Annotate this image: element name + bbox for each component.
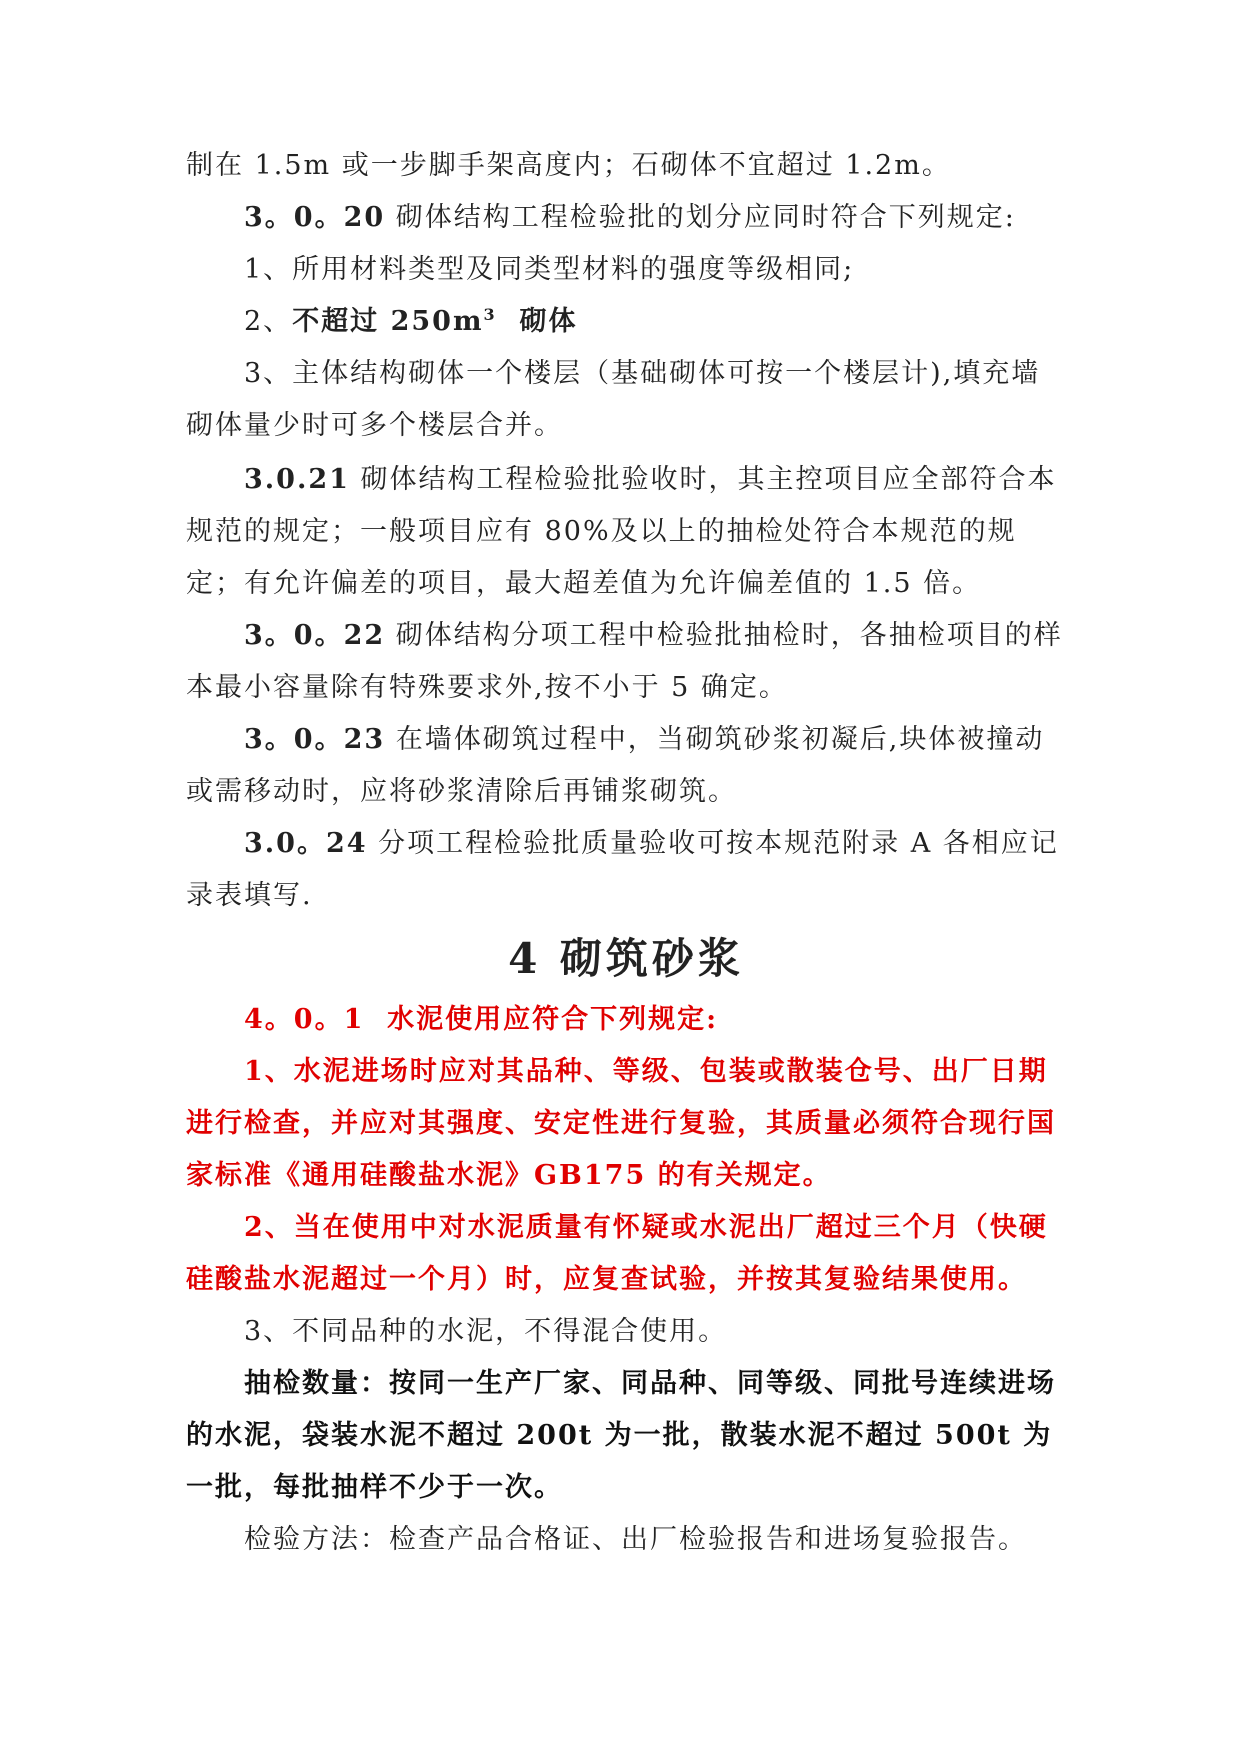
clause-text: 砌体结构工程检验批的划分应同时符合下列规定:	[385, 202, 1016, 233]
clause-text: 砌体结构工程检验批验收时，其主控项目应全部符合本规范的规定；一般项目应有 80%及以上的抽检处符合本规范的规定；有允许偏差的项目，最大超差值为允许偏差值的 1.5 倍。	[186, 464, 1057, 599]
clause-number: 3。0。22	[244, 620, 386, 651]
sampling-quantity: 抽检数量：按同一生产厂家、同品种、同等级、同批号连续进场的水泥，袋装水泥不超过 200t 为一批，散装水泥不超过 500t 为一批，每批抽样不少于一次。	[186, 1368, 1056, 1503]
list-item-1: 1、所用材料类型及同类型材料的强度等级相同;	[244, 254, 855, 285]
superscript: 3	[483, 305, 497, 324]
list-item-suffix: 砌体	[496, 306, 578, 337]
paragraph-continuation: 制在 1.5m 或一步脚手架高度内；石砌体不宜超过 1.2m。	[186, 150, 951, 181]
clause-number: 3。0。23	[244, 724, 386, 755]
list-item-bold-text: 不超过 250m	[292, 306, 484, 337]
list-item-2	[186, 296, 1066, 348]
red-list-item-1: 1、水泥进场时应对其品种、等级、包装或散装仓号、出厂日期进行检查，并应对其强度、安定性进行复验，其质量必须符合现行国家标准《通用硅酸盐水泥》GB175 的有关规定。	[186, 1056, 1056, 1191]
clause-3-0-21	[186, 454, 1066, 610]
clause-text: 在墙体砌筑过程中，当砌筑砂浆初凝后,块体被撞动或需移动时，应将砂浆清除后再铺浆砌筑。	[186, 724, 1045, 807]
inspection-method: 检验方法：检查产品合格证、出厂检验报告和进场复验报告。	[244, 1524, 1027, 1555]
clause-text: 砌体结构分项工程中检验批抽检时，各抽检项目的样本最小容量除有特殊要求外,按不小于 5 确定。	[186, 620, 1063, 703]
list-item-3: 3、主体结构砌体一个楼层（基础砌体可按一个楼层计),填充墙砌体量少时可多个楼层合并。	[186, 358, 1041, 441]
clause-text: 分项工程检验批质量验收可按本规范附录 A 各相应记录表填写.	[186, 828, 1059, 911]
list-item-prefix: 2、	[244, 306, 293, 337]
clause-3-0-23	[186, 714, 1066, 818]
list-item-3-cement: 3、不同品种的水泥，不得混合使用。	[244, 1316, 728, 1347]
red-list-item-2: 2、当在使用中对水泥质量有怀疑或水泥出厂超过三个月（快硬硅酸盐水泥超过一个月）时，应复查试验，并按其复验结果使用。	[186, 1212, 1048, 1295]
clause-number: 3.0.21	[244, 464, 350, 495]
clause-3-0-20	[186, 192, 1066, 244]
section-heading: 4 砌筑砂浆	[508, 934, 744, 983]
clause-3-0-22	[186, 610, 1066, 714]
clause-number: 3.0。24	[244, 828, 368, 859]
document-page	[186, 140, 1066, 1566]
clause-3-0-24	[186, 818, 1066, 922]
clause-number: 3。0。20	[244, 202, 386, 233]
clause-4-0-1: 4。0。1 水泥使用应符合下列规定:	[244, 1004, 719, 1035]
